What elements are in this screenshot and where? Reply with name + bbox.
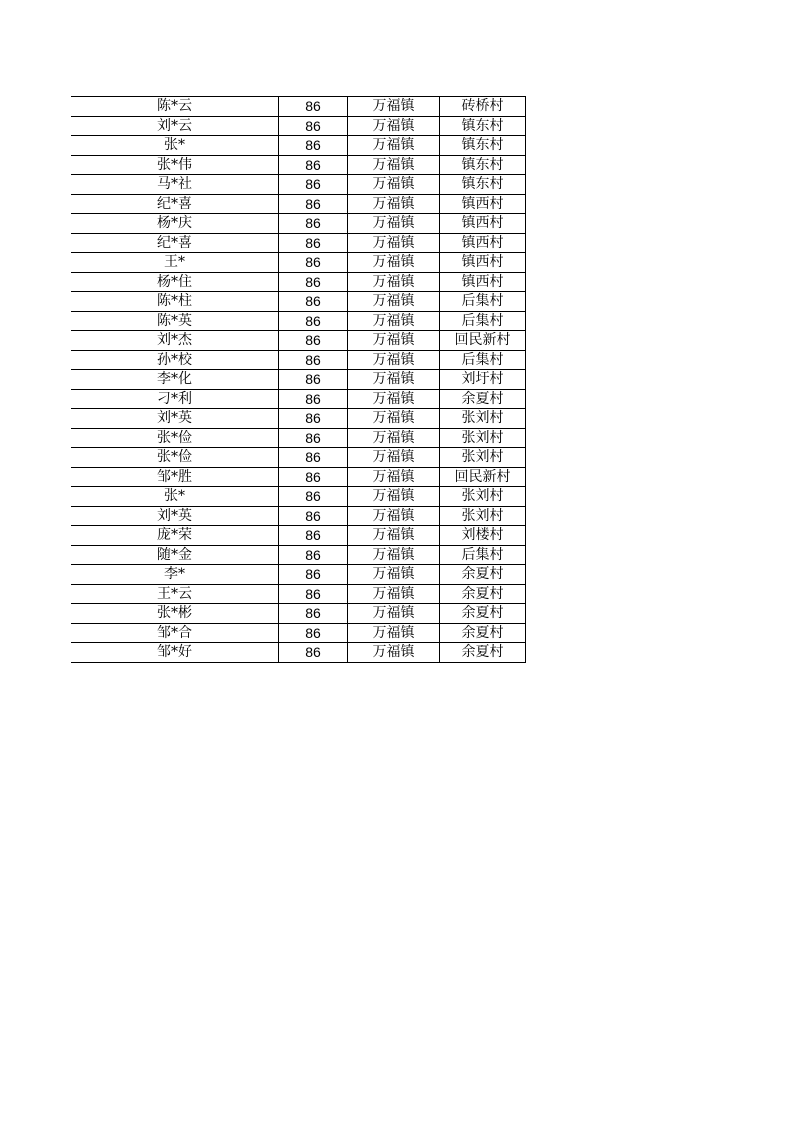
table-row <box>71 487 526 507</box>
table-row <box>71 272 526 292</box>
town-cell: 万福镇 <box>348 389 440 409</box>
name-cell: 李* <box>71 565 279 585</box>
town-cell: 万福镇 <box>348 467 440 487</box>
name-cell: 马*社 <box>71 175 279 195</box>
name-cell: 陈*柱 <box>71 292 279 312</box>
name-cell: 孙*校 <box>71 350 279 370</box>
town-cell: 万福镇 <box>348 409 440 429</box>
village-cell: 刘圩村 <box>440 370 526 390</box>
village-cell: 镇西村 <box>440 194 526 214</box>
table-row <box>71 545 526 565</box>
name-cell: 陈*云 <box>71 97 279 117</box>
town-cell: 万福镇 <box>348 565 440 585</box>
village-cell: 刘楼村 <box>440 526 526 546</box>
score-cell: 86 <box>279 448 348 468</box>
town-cell: 万福镇 <box>348 175 440 195</box>
village-cell: 后集村 <box>440 292 526 312</box>
table-row <box>71 643 526 663</box>
village-cell: 张刘村 <box>440 428 526 448</box>
town-cell: 万福镇 <box>348 272 440 292</box>
town-cell: 万福镇 <box>348 292 440 312</box>
town-cell: 万福镇 <box>348 584 440 604</box>
name-cell: 刘*英 <box>71 409 279 429</box>
name-cell: 张* <box>71 136 279 156</box>
village-cell: 镇西村 <box>440 272 526 292</box>
name-cell: 邹*好 <box>71 643 279 663</box>
table-row <box>71 584 526 604</box>
town-cell: 万福镇 <box>348 233 440 253</box>
name-cell: 李*化 <box>71 370 279 390</box>
table-row <box>71 389 526 409</box>
score-cell: 86 <box>279 487 348 507</box>
town-cell: 万福镇 <box>348 604 440 624</box>
town-cell: 万福镇 <box>348 643 440 663</box>
score-cell: 86 <box>279 116 348 136</box>
town-cell: 万福镇 <box>348 623 440 643</box>
table-row <box>71 214 526 234</box>
table-row <box>71 175 526 195</box>
table-row <box>71 370 526 390</box>
score-cell: 86 <box>279 467 348 487</box>
score-cell: 86 <box>279 292 348 312</box>
name-cell: 庞*荣 <box>71 526 279 546</box>
table-row <box>71 526 526 546</box>
village-cell: 张刘村 <box>440 506 526 526</box>
village-cell: 余夏村 <box>440 604 526 624</box>
town-cell: 万福镇 <box>348 136 440 156</box>
score-cell: 86 <box>279 311 348 331</box>
table-row <box>71 428 526 448</box>
score-cell: 86 <box>279 155 348 175</box>
town-cell: 万福镇 <box>348 311 440 331</box>
score-cell: 86 <box>279 97 348 117</box>
name-cell: 刘*杰 <box>71 331 279 351</box>
score-cell: 86 <box>279 584 348 604</box>
table-row <box>71 604 526 624</box>
name-cell: 刁*利 <box>71 389 279 409</box>
score-cell: 86 <box>279 233 348 253</box>
score-cell: 86 <box>279 253 348 273</box>
table-row <box>71 409 526 429</box>
village-cell: 余夏村 <box>440 565 526 585</box>
town-cell: 万福镇 <box>348 428 440 448</box>
table-row <box>71 350 526 370</box>
town-cell: 万福镇 <box>348 331 440 351</box>
score-cell: 86 <box>279 428 348 448</box>
table-row <box>71 155 526 175</box>
town-cell: 万福镇 <box>348 487 440 507</box>
village-cell: 镇东村 <box>440 175 526 195</box>
table-row <box>71 565 526 585</box>
name-cell: 张*彬 <box>71 604 279 624</box>
name-cell: 纪*喜 <box>71 233 279 253</box>
village-cell: 后集村 <box>440 545 526 565</box>
village-cell: 回民新村 <box>440 331 526 351</box>
name-cell: 刘*云 <box>71 116 279 136</box>
village-cell: 镇东村 <box>440 116 526 136</box>
village-cell: 余夏村 <box>440 584 526 604</box>
name-cell: 张*俭 <box>71 448 279 468</box>
table-row <box>71 448 526 468</box>
name-cell: 王* <box>71 253 279 273</box>
table-row <box>71 467 526 487</box>
village-cell: 后集村 <box>440 350 526 370</box>
table-row <box>71 623 526 643</box>
village-cell: 镇东村 <box>440 155 526 175</box>
town-cell: 万福镇 <box>348 545 440 565</box>
table-row <box>71 97 526 117</box>
name-cell: 张* <box>71 487 279 507</box>
town-cell: 万福镇 <box>348 194 440 214</box>
table-row <box>71 233 526 253</box>
score-cell: 86 <box>279 623 348 643</box>
village-cell: 余夏村 <box>440 643 526 663</box>
village-cell: 张刘村 <box>440 487 526 507</box>
score-cell: 86 <box>279 389 348 409</box>
score-cell: 86 <box>279 545 348 565</box>
village-cell: 镇西村 <box>440 233 526 253</box>
village-cell: 镇东村 <box>440 136 526 156</box>
name-cell: 王*云 <box>71 584 279 604</box>
name-cell: 陈*英 <box>71 311 279 331</box>
score-cell: 86 <box>279 194 348 214</box>
town-cell: 万福镇 <box>348 506 440 526</box>
town-cell: 万福镇 <box>348 214 440 234</box>
village-cell: 回民新村 <box>440 467 526 487</box>
name-cell: 邹*合 <box>71 623 279 643</box>
town-cell: 万福镇 <box>348 370 440 390</box>
score-cell: 86 <box>279 350 348 370</box>
village-cell: 镇西村 <box>440 253 526 273</box>
town-cell: 万福镇 <box>348 526 440 546</box>
table-row <box>71 116 526 136</box>
score-cell: 86 <box>279 526 348 546</box>
score-cell: 86 <box>279 214 348 234</box>
score-cell: 86 <box>279 136 348 156</box>
village-cell: 后集村 <box>440 311 526 331</box>
name-cell: 刘*英 <box>71 506 279 526</box>
score-cell: 86 <box>279 604 348 624</box>
name-cell: 张*伟 <box>71 155 279 175</box>
score-cell: 86 <box>279 565 348 585</box>
town-cell: 万福镇 <box>348 116 440 136</box>
score-cell: 86 <box>279 175 348 195</box>
table-row <box>71 292 526 312</box>
name-cell: 杨*庆 <box>71 214 279 234</box>
town-cell: 万福镇 <box>348 253 440 273</box>
table-row <box>71 506 526 526</box>
name-cell: 邹*胜 <box>71 467 279 487</box>
name-cell: 随*金 <box>71 545 279 565</box>
village-cell: 镇西村 <box>440 214 526 234</box>
town-cell: 万福镇 <box>348 448 440 468</box>
table-row <box>71 194 526 214</box>
village-cell: 余夏村 <box>440 389 526 409</box>
town-cell: 万福镇 <box>348 350 440 370</box>
name-cell: 纪*喜 <box>71 194 279 214</box>
score-cell: 86 <box>279 272 348 292</box>
village-cell: 余夏村 <box>440 623 526 643</box>
table-row <box>71 331 526 351</box>
score-cell: 86 <box>279 506 348 526</box>
village-cell: 张刘村 <box>440 409 526 429</box>
score-cell: 86 <box>279 331 348 351</box>
village-cell: 砖桥村 <box>440 97 526 117</box>
name-cell: 张*俭 <box>71 428 279 448</box>
town-cell: 万福镇 <box>348 155 440 175</box>
table-body <box>71 97 526 663</box>
town-cell: 万福镇 <box>348 97 440 117</box>
score-cell: 86 <box>279 643 348 663</box>
score-cell: 86 <box>279 409 348 429</box>
table-row <box>71 311 526 331</box>
table-row <box>71 136 526 156</box>
score-cell: 86 <box>279 370 348 390</box>
village-cell: 张刘村 <box>440 448 526 468</box>
data-table <box>71 96 526 663</box>
table-row <box>71 253 526 273</box>
name-cell: 杨*住 <box>71 272 279 292</box>
